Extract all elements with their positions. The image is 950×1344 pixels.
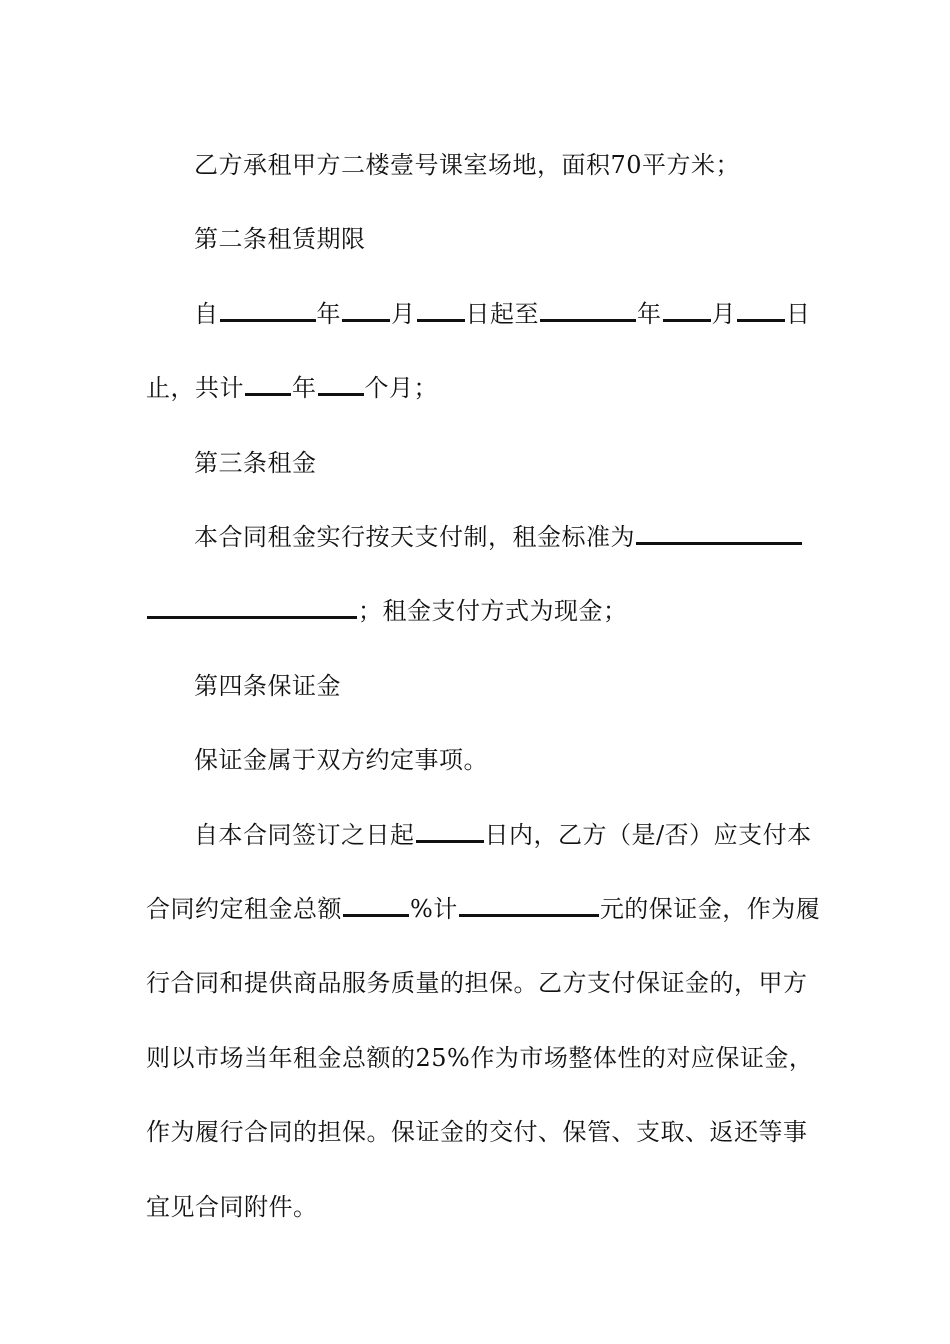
text-month-2: 月: [711, 299, 736, 328]
blank-deposit-days[interactable]: [416, 820, 484, 843]
appendix-ref-text: 宜见合同附件。: [146, 1192, 318, 1221]
article-2-title: 第二条租赁期限: [194, 225, 366, 254]
text-from: 自: [194, 299, 219, 328]
rent-standard-text: 本合同租金实行按天支付制，租金标准为: [194, 523, 635, 552]
text-month: 月: [391, 299, 416, 328]
paragraph-deposit-amount: [146, 872, 821, 946]
blank-duration-months[interactable]: [318, 373, 364, 396]
paragraph-deposit-terms: [146, 798, 812, 872]
blank-start-month[interactable]: [342, 299, 390, 322]
paragraph-premises: [146, 128, 806, 202]
blank-end-month[interactable]: [663, 299, 711, 322]
paragraph-deposit-agreement: [146, 723, 806, 797]
paragraph-deposit-guarantee: [146, 946, 806, 1020]
blank-deposit-amount[interactable]: [459, 894, 599, 917]
deposit-amount-text-2: %计: [410, 895, 458, 924]
text-year-3: 年: [292, 374, 317, 403]
deposit-amount-text-3: 元的保证金，作为履: [599, 895, 821, 924]
paragraph-market-deposit: [146, 1021, 814, 1095]
deposit-handling-text: 作为履行合同的担保。保证金的交付、保管、支取、返还等事: [146, 1118, 808, 1147]
text-from-to: 日起至: [465, 299, 539, 328]
article-3-title: 第三条租金: [194, 448, 317, 477]
article-4-title: 第四条保证金: [194, 671, 341, 700]
market-deposit-text: 则以市场当年租金总额的25%作为市场整体性的对应保证金，: [146, 1043, 814, 1072]
blank-end-day[interactable]: [737, 299, 785, 322]
deposit-terms-text-2: 日内，乙方（是/否）应支付本: [484, 820, 812, 849]
paragraph-lease-duration: [146, 351, 806, 425]
rent-payment-text: ；租金支付方式为现金；: [358, 597, 628, 626]
heading-lease-term: [146, 202, 806, 276]
contract-body: [146, 128, 821, 1244]
paragraph-rent-standard: [146, 500, 806, 574]
deposit-amount-text-1: 合同约定租金总额: [146, 895, 342, 924]
deposit-guarantee-text: 行合同和提供商品服务质量的担保。乙方支付保证金的，甲方: [146, 969, 808, 998]
blank-duration-years[interactable]: [245, 373, 291, 396]
blank-rent-standard[interactable]: [636, 522, 802, 545]
blank-deposit-percent[interactable]: [343, 894, 409, 917]
blank-end-year[interactable]: [540, 299, 636, 322]
heading-deposit: [146, 649, 806, 723]
text-months: 个月；: [364, 374, 438, 403]
paragraph-lease-dates: [146, 277, 811, 351]
blank-start-year[interactable]: [220, 299, 316, 322]
deposit-terms-text-1: 自本合同签订之日起: [194, 820, 415, 849]
deposit-agreement-text: 保证金属于双方约定事项。: [194, 746, 488, 775]
blank-rent-standard-cont[interactable]: [147, 596, 357, 619]
paragraph-deposit-handling: [146, 1095, 806, 1169]
blank-start-day[interactable]: [417, 299, 465, 322]
text-total: 止，共计: [146, 374, 244, 403]
paragraph-appendix-ref: [146, 1170, 806, 1244]
text-year-2: 年: [637, 299, 662, 328]
paragraph-rent-payment: [146, 574, 806, 648]
heading-rent: [146, 426, 806, 500]
premises-text: 乙方承租甲方二楼壹号课室场地，面积70平方米；: [194, 151, 741, 179]
text-day: 日: [786, 299, 811, 328]
text-year: 年: [316, 299, 341, 328]
